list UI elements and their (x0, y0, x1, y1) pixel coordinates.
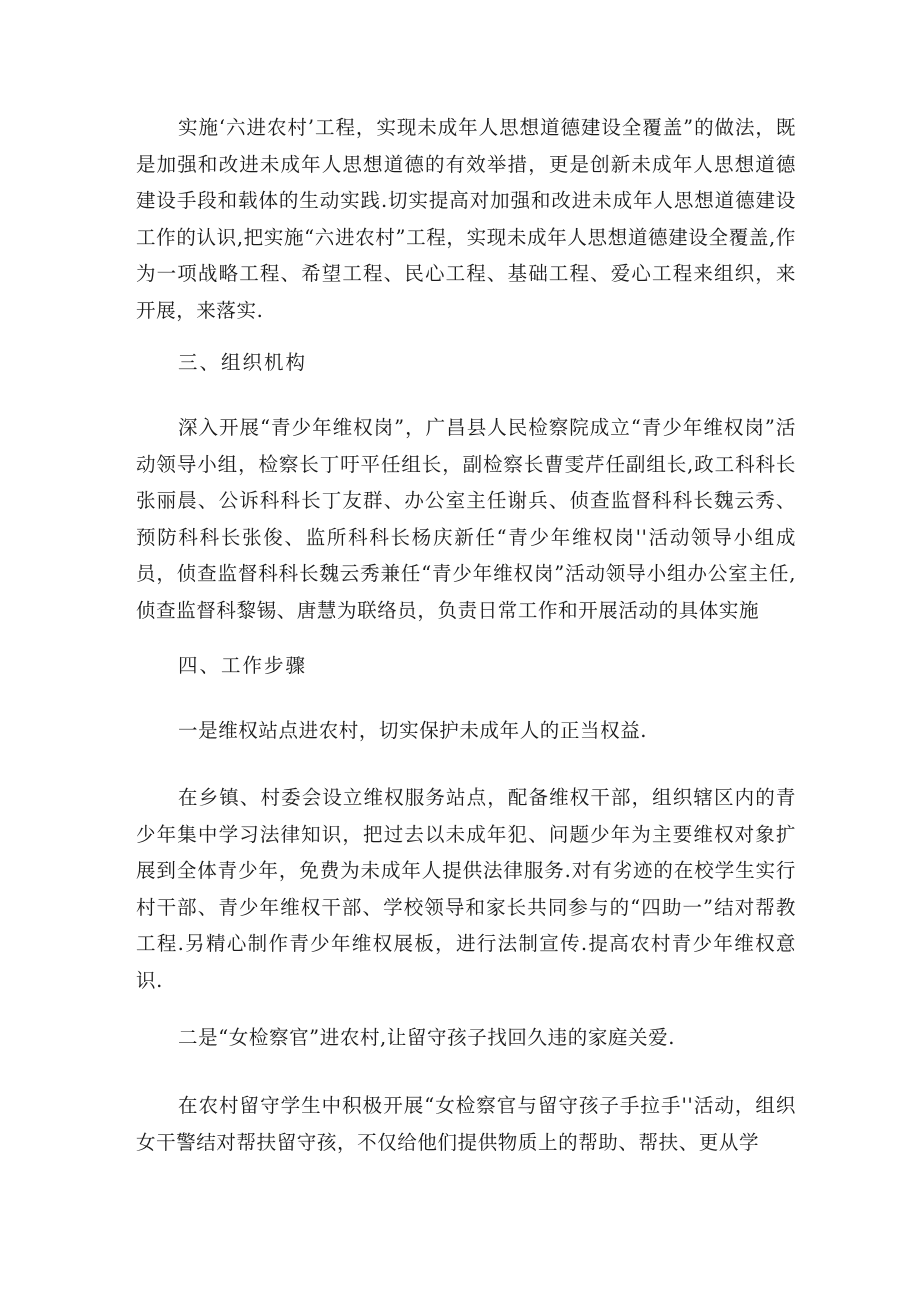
paragraph-step-one-title: 一是维权站点进农村，切实保护未成年人的正当权益. (178, 719, 648, 742)
section-heading-work-steps: 四、工作步骤 (178, 654, 308, 677)
paragraph-step-two-title: 二是“女检察官”进农村,让留守孩子找回久违的家庭关爱. (178, 1026, 676, 1049)
paragraph-intro: 实施‘六进农村’工程，实现未成年人思想道德建设全覆盖”的做法，既是加强和改进未成年人思想道德的有效举措，更是创新未成年人思想道德建设手段和载体的生动实践.切实提高对加强和改进未成年人思想道德建设工作的认识,把实施“六进农村”工程，实现未成年人思想道德建设全覆盖,作为一项战略工程、希望工程、民心工程、基础工程、爱心工程来组织，来开展，来落实. (136, 116, 796, 322)
paragraph-organization: 深入开展“青少年维权岗”，广昌县人民检察院成立“青少年维权岗”活动领导小组，检察长丁吁平任组长，副检察长曹雯芹任副组长,政工科科长张丽晨、公诉科科长丁友群、办公室主任谢兵、侦查监督科科长魏云秀、预防科科长张俊、监所科科长杨庆新任“青少年维权岗''活动领导小组成员，侦查监督科科长魏云秀兼任“青少年维权岗”活动领导小组办公室主任,侦查监督科黎锡、唐慧为联络员，负责日常工作和开展活动的具体实施 (136, 416, 796, 622)
section-heading-organization: 三、组织机构 (178, 351, 308, 374)
paragraph-step-two-body: 在农村留守学生中积极开展“女检察官与留守孩子手拉手''活动，组织女干警结对帮扶留守孩，不仅给他们提供物质上的帮助、帮扶、更从学 (136, 1094, 796, 1154)
paragraph-step-one-body: 在乡镇、村委会设立维权服务站点，配备维权干部，组织辖区内的青少年集中学习法律知识，把过去以未成年犯、问题少年为主要维权对象扩展到全体青少年，免费为未成年人提供法律服务.对有劣迹的在校学生实行村干部、青少年维权干部、学校领导和家长共同参与的“四助一”结对帮教工程.另精心制作青少年维权展板，进行法制宣传.提高农村青少年维权意识. (136, 786, 796, 992)
